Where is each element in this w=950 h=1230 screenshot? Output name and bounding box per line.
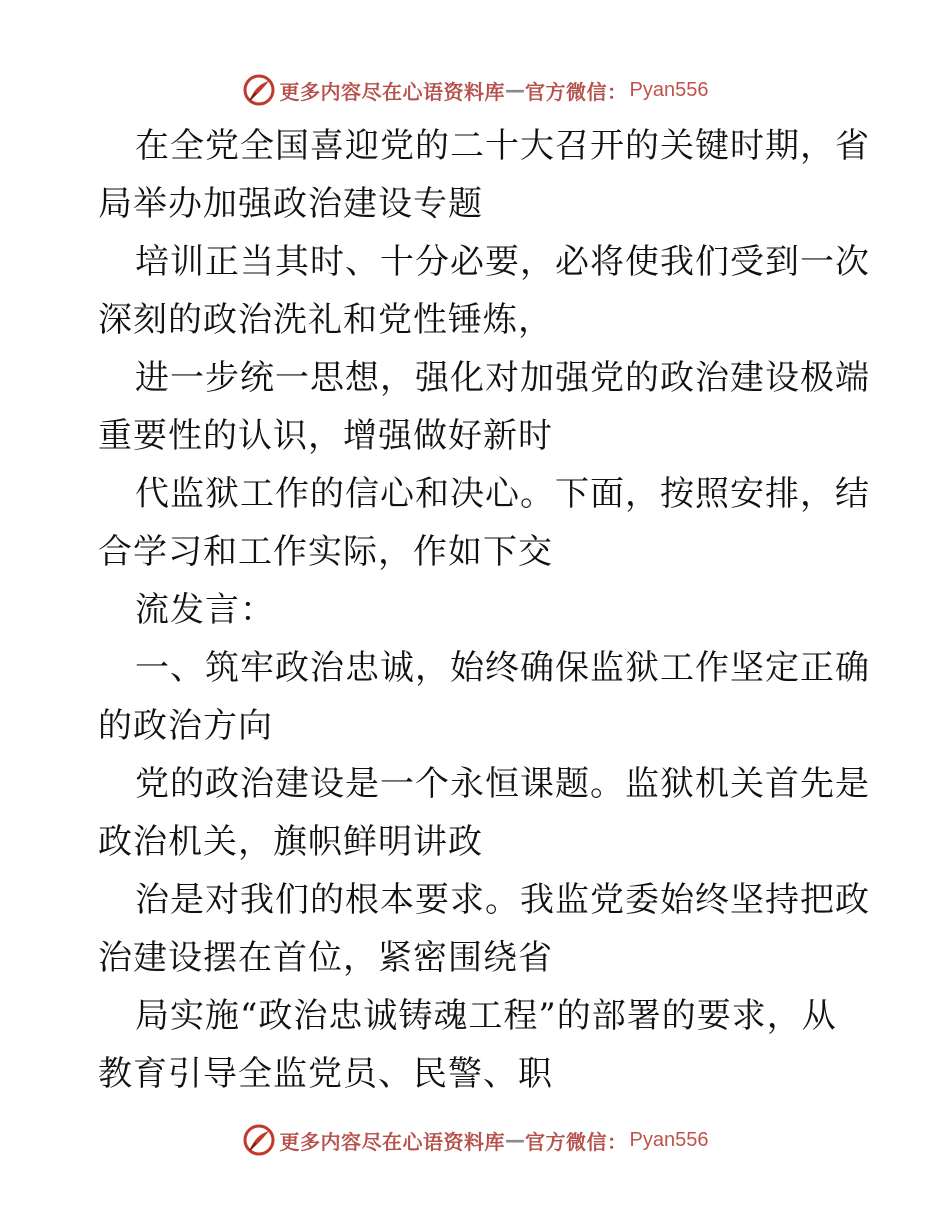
paragraph-line: 深刻的政治洗礼和党性锤炼， xyxy=(98,300,553,340)
paragraph-line: 培训正当其时、十分必要，必将使我们受到一次 xyxy=(135,242,870,282)
paragraph-line: 治是对我们的根本要求。我监党委始终坚持把政 xyxy=(135,880,870,920)
paragraph-line: 局实施“政治忠诚铸魂工程”的部署的要求，从 xyxy=(135,996,837,1036)
paragraph-line: 流发言： xyxy=(135,590,275,630)
footer-watermark xyxy=(0,1120,950,1160)
watermark-site-text: 更多内容尽在心语资料库 xyxy=(279,1129,506,1154)
watermark-site-text: 更多内容尽在心语资料库 xyxy=(279,79,506,104)
watermark-handle: Pyan556 xyxy=(629,78,709,101)
watermark-separator: — xyxy=(505,1128,526,1152)
paragraph-line: 进一步统一思想，强化对加强党的政治建设极端 xyxy=(135,358,870,398)
paragraph-line: 教育引导全监党员、民警、职 xyxy=(98,1054,553,1094)
header-watermark xyxy=(0,70,950,110)
section-heading-line: 的政治方向 xyxy=(98,706,273,746)
paragraph-line: 治建设摆在首位，紧密围绕省 xyxy=(98,938,553,978)
watermark-separator: — xyxy=(505,78,526,102)
paragraph-line: 政治机关，旗帜鲜明讲政 xyxy=(98,822,483,862)
paragraph-line: 代监狱工作的信心和决心。下面，按照安排，结 xyxy=(135,474,870,514)
paragraph-line: 合学习和工作实际，作如下交 xyxy=(98,532,553,572)
section-heading-line: 一、筑牢政治忠诚，始终确保监狱工作坚定正确 xyxy=(135,648,870,688)
feather-logo-icon xyxy=(242,1123,276,1157)
feather-logo-icon xyxy=(242,73,276,107)
watermark-handle: Pyan556 xyxy=(629,1128,709,1151)
paragraph-line: 局举办加强政治建设专题 xyxy=(98,184,483,224)
document-body xyxy=(98,117,870,1103)
paragraph-line: 重要性的认识，增强做好新时 xyxy=(98,416,553,456)
watermark-label: 官方微信： xyxy=(525,1129,628,1154)
paragraph-line: 在全党全国喜迎党的二十大召开的关键时期，省 xyxy=(135,126,870,166)
paragraph-line: 党的政治建设是一个永恒课题。监狱机关首先是 xyxy=(135,764,870,804)
watermark-label: 官方微信： xyxy=(525,79,628,104)
